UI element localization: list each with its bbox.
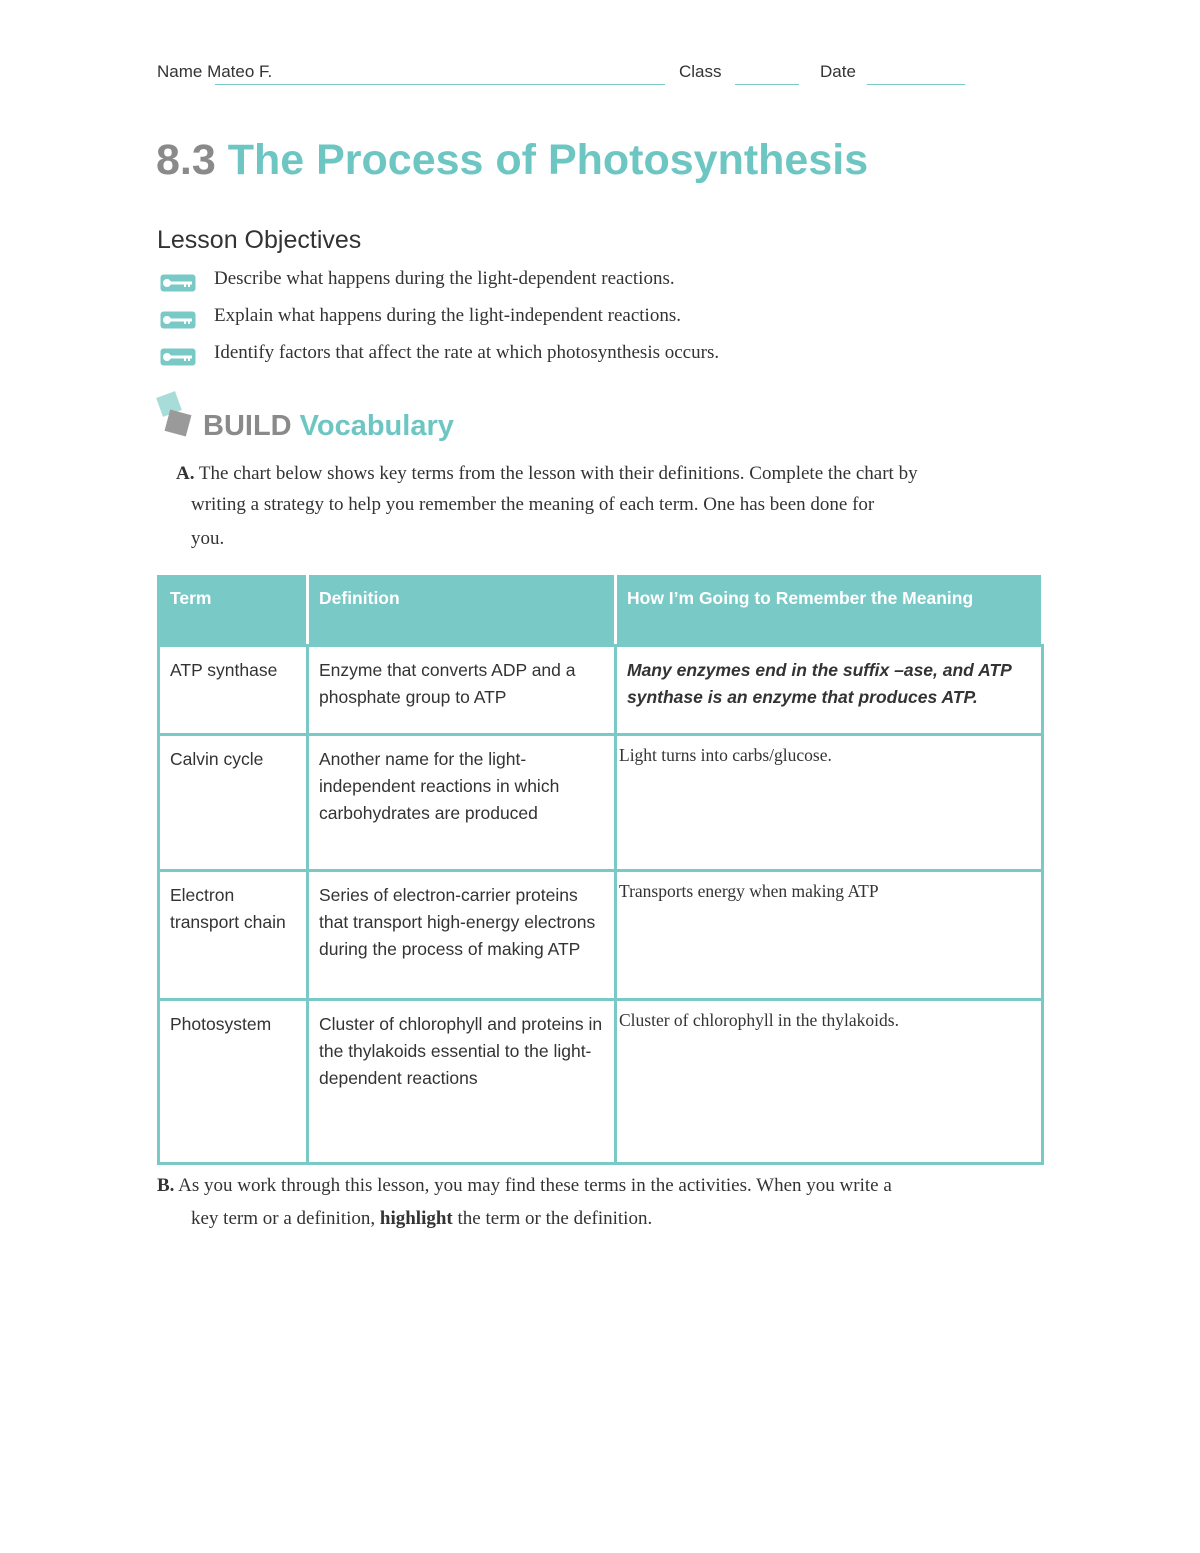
definition-cell: Enzyme that converts ADP and a phosphate group to ATP bbox=[308, 646, 616, 735]
build-vocabulary-heading bbox=[203, 410, 454, 443]
header-definition: Definition bbox=[308, 574, 616, 646]
part-a-label: A. bbox=[176, 463, 195, 484]
part-b-line2-post: the term or the definition. bbox=[457, 1208, 653, 1229]
table-row bbox=[159, 1000, 1043, 1164]
table-header-row bbox=[159, 574, 1043, 646]
vocabulary-table bbox=[157, 572, 1044, 1165]
term-cell: Calvin cycle bbox=[159, 735, 308, 871]
key-icon bbox=[160, 348, 196, 366]
name-field[interactable] bbox=[215, 84, 665, 85]
page-title bbox=[156, 136, 868, 185]
key-icon bbox=[160, 311, 196, 329]
table-row bbox=[159, 735, 1043, 871]
header-strategy: How I’m Going to Remember the Meaning bbox=[616, 574, 1043, 646]
vocabulary-word: Vocabulary bbox=[299, 410, 454, 442]
objective-text: Identify factors that affect the rate at which photosynthesis occurs. bbox=[214, 342, 720, 363]
part-a-line3: you. bbox=[191, 528, 225, 549]
name-label: Name Mateo F. bbox=[157, 62, 273, 81]
section-title: The Process of Photosynthesis bbox=[227, 136, 869, 184]
objectives-heading: Lesson Objectives bbox=[157, 226, 362, 254]
part-a-line1: The chart below shows key terms from the lesson with their definitions. Complete the chart by bbox=[198, 463, 918, 484]
objective-text: Explain what happens during the light-independent reactions. bbox=[214, 305, 681, 326]
class-field[interactable] bbox=[735, 84, 799, 85]
build-word: BUILD bbox=[203, 410, 292, 442]
strategy-cell[interactable]: Light turns into carbs/glucose. bbox=[616, 735, 1043, 871]
instructions-a bbox=[176, 458, 1036, 554]
section-number: 8.3 bbox=[156, 136, 216, 184]
header-term: Term bbox=[159, 574, 308, 646]
term-cell: Electron transport chain bbox=[159, 871, 308, 1000]
term-cell: Photosystem bbox=[159, 1000, 308, 1164]
building-blocks-icon bbox=[155, 390, 199, 440]
instructions-b bbox=[157, 1170, 1037, 1234]
definition-cell: Series of electron-carrier proteins that transport high-energy electrons during the process of making ATP bbox=[308, 871, 616, 1000]
table-row bbox=[159, 646, 1043, 735]
table-row bbox=[159, 871, 1043, 1000]
strategy-cell[interactable]: Cluster of chlorophyll in the thylakoids. bbox=[616, 1000, 1043, 1164]
date-label: Date bbox=[820, 62, 856, 81]
term-cell: ATP synthase bbox=[159, 646, 308, 735]
part-b-line1: As you work through this lesson, you may find these terms in the activities. When you write a bbox=[178, 1175, 892, 1196]
objective-text: Describe what happens during the light-dependent reactions. bbox=[214, 268, 675, 289]
key-icon bbox=[160, 274, 196, 292]
definition-cell: Cluster of chlorophyll and proteins in the thylakoids essential to the light-dependent reactions bbox=[308, 1000, 616, 1164]
strategy-cell[interactable]: Transports energy when making ATP bbox=[616, 871, 1043, 1000]
class-label: Class bbox=[679, 62, 722, 81]
header-row bbox=[157, 62, 967, 88]
part-a-line2: writing a strategy to help you remember the meaning of each term. One has been done for bbox=[191, 494, 875, 515]
definition-cell: Another name for the light-independent reactions in which carbohydrates are produced bbox=[308, 735, 616, 871]
part-b-highlight: highlight bbox=[379, 1208, 453, 1229]
strategy-cell: Many enzymes end in the suffix –ase, and ATP synthase is an enzyme that produces ATP. bbox=[616, 646, 1043, 735]
date-field[interactable] bbox=[867, 84, 965, 85]
part-b-line2-pre: key term or a definition, bbox=[191, 1208, 376, 1229]
part-b-label: B. bbox=[157, 1175, 175, 1196]
